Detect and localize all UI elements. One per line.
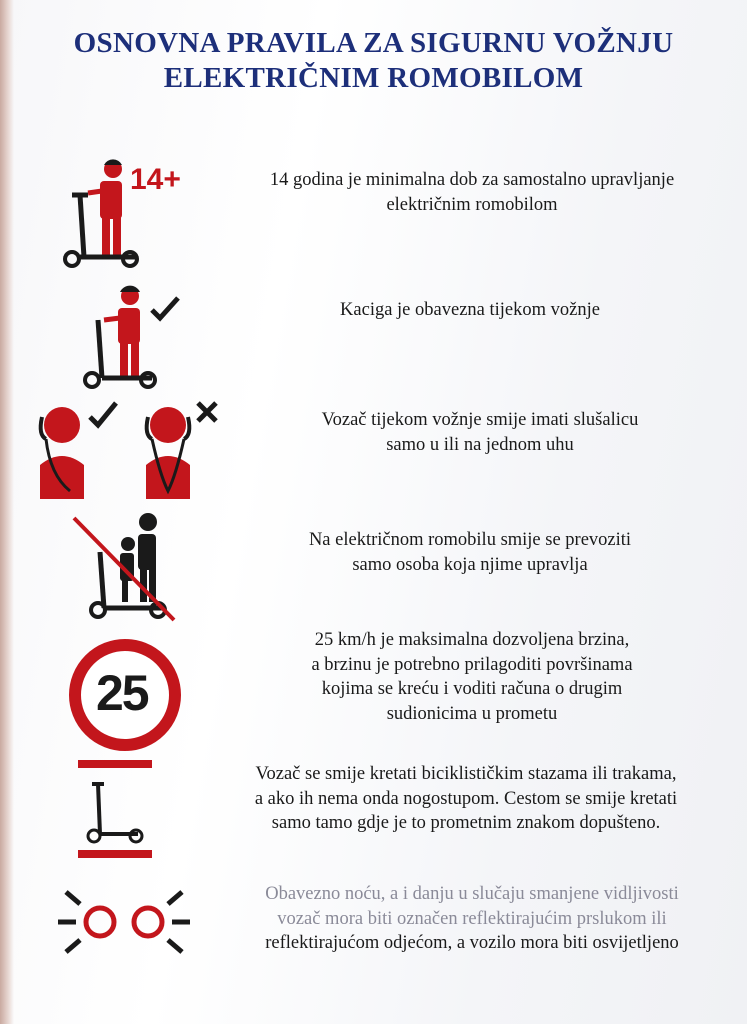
rule-5-text: 25 km/h je maksimalna dozvoljena brzina, a brzinu je potrebno prilagoditi površinama kojima se kreću i voditi računa o drugim sudionicima u prometu [311,630,633,724]
rule-6-text: Vozač se smije kretati biciklističkim stazama ili trakama, a ako ih nema onda nogostupom. Cestom se smije kretati samo tamo gdje je to prometnim znakom dopušteno. [254,764,678,833]
age-badge: 14+ [130,163,181,196]
title-line-2: ELEKTRIČNIM ROMOBILOM [163,62,584,94]
speed-limit-number: 25 [96,665,148,721]
bike-lane-icon [78,758,154,862]
poster-title [0,26,747,96]
rule-4-text: Na električnom romobilu smije se prevoziti samo osoba koja njime upravlja [308,530,632,575]
rule-2-text: Kaciga je obavezna tijekom vožnje [340,300,600,320]
rule-3-text: Vozač tijekom vožnje smije imati slušalicu samo u ili na jednom uhu [321,410,639,455]
no-passenger-icon [70,508,182,626]
title-line-1: OSNOVNA PRAVILA ZA SIGURNU VOŽNJU [73,27,674,59]
headphones-one-ear-icon [30,395,230,507]
page-edge [0,0,14,1024]
helmet-check-icon [78,282,190,394]
rule-1-text: 14 godina je minimalna dob za samostalno upravljanje električnim romobilom [269,170,675,215]
reflective-lights-icon [50,878,200,966]
rule-7-text: Obavezno noću, a i danju u slučaju smanjene vidljivosti vozač mora biti označen reflektirajućim prslukom ili reflektirajućom odjećom, a vozilo mora biti osvijetljeno [265,884,679,953]
